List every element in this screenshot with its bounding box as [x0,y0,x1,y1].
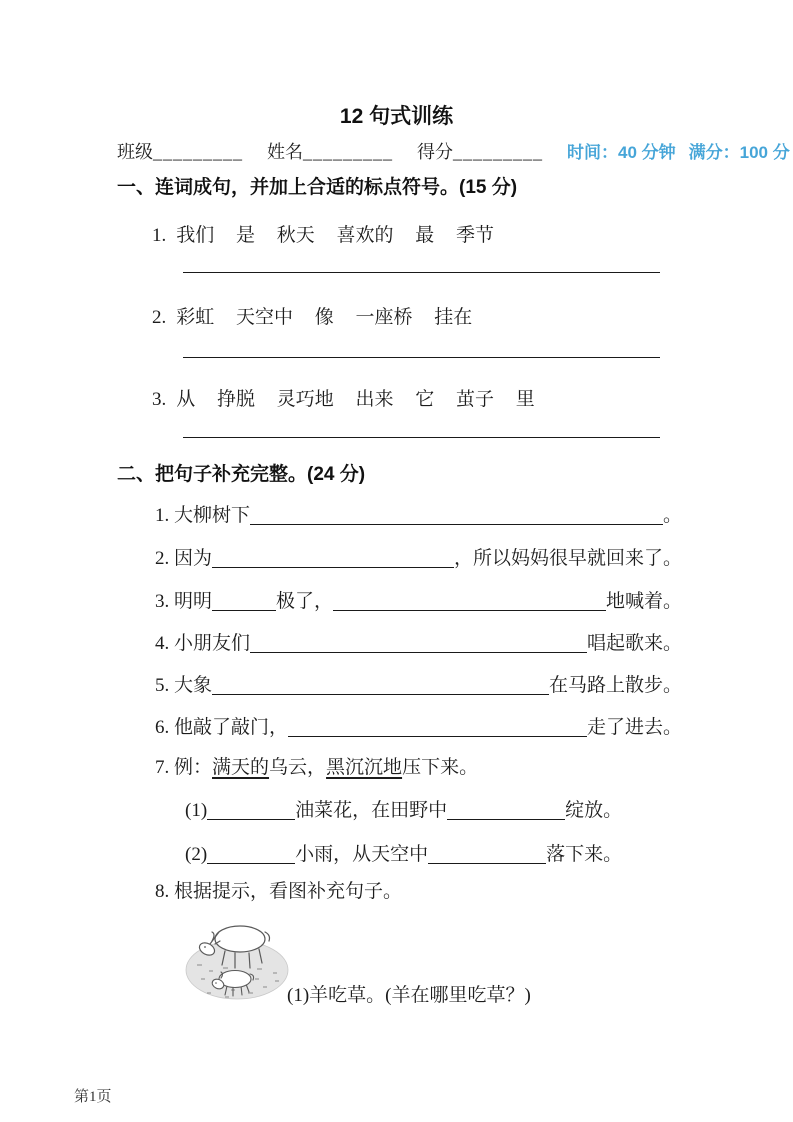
answer-blank [212,589,276,611]
question-text: 极了， [276,591,334,612]
question-8-caption: (1)羊吃草。(羊在哪里吃草？) [287,985,531,1006]
exam-info [567,138,790,163]
question-text: 落下来。 [546,844,623,865]
question-text: ，所以妈妈很早就回来了。 [453,548,682,569]
scrambled-words: 彩虹 天空中 像 一座桥 挂在 [176,307,473,328]
underlined-example-text: 满天的 [212,757,270,778]
question-text: 2. 因为 [155,548,213,569]
scrambled-words: 我们 是 秋天 喜欢的 最 季节 [176,225,495,246]
answer-line [183,417,660,438]
question-line-8 [155,879,682,904]
question-text: 8. 根据提示，看图补充句子。 [155,881,403,902]
question-text: 4. 小朋友们 [155,633,251,654]
class-label: 班级 [117,142,153,162]
question-text: (1) [185,800,208,821]
score-field [417,138,543,164]
score-blank: _________ [453,142,543,162]
full-marks-text: 满分：100 分 [688,143,790,162]
section2-heading: 二、把句子补充完整。(24 分) [117,464,366,485]
question-text: 7. 例： [155,757,213,778]
question-text: 3. 明明 [155,591,213,612]
answer-blank [250,631,587,653]
name-label: 姓名 [267,142,303,162]
question-line-3 [155,589,682,614]
item-number: 2. [152,307,167,328]
question-text: 绽放。 [565,800,623,821]
question-line-6 [155,715,682,740]
question-text: 6. 他敲了敲门， [155,717,289,738]
answer-line [183,252,660,273]
answer-line [183,337,660,358]
question-line-4 [155,631,682,656]
question-text: 压下来。 [402,757,479,778]
question-text: 唱起歌来。 [586,633,682,654]
question-text: 油菜花，在田野中 [295,800,448,821]
question-text: 地喊着。 [605,591,682,612]
scrambled-words: 从 挣脱 灵巧地 出来 它 茧子 里 [176,389,535,410]
answer-blank [212,673,549,695]
question-text: 在马路上散步。 [548,675,682,696]
question-line-1 [155,503,682,528]
class-blank: _________ [153,142,243,162]
answer-blank [447,798,565,820]
class-field [117,138,243,164]
page-number: 第1页 [74,1089,112,1105]
question-line-2 [155,546,682,571]
underlined-example-text: 黑沉沉地 [326,757,403,778]
answer-blank [428,842,546,864]
question-text: 乌云， [269,757,327,778]
answer-blank [212,546,454,568]
name-field [267,138,393,164]
item-number: 3. [152,389,167,410]
question-text: 小雨，从天空中 [295,844,429,865]
name-blank: _________ [303,142,393,162]
question-line-7-sub2 [185,842,645,867]
answer-blank [207,842,295,864]
student-info-row [117,138,790,164]
answer-blank [207,798,295,820]
goats-grazing-illustration [185,913,292,1001]
question-line-7-sub1 [185,798,645,823]
answer-blank [250,503,663,525]
time-limit-text: 时间：40 分钟 [567,143,676,162]
page-title: 12 句式训练 [339,105,454,128]
question-text: 。 [662,505,682,526]
question-text: (2) [185,844,208,865]
question-text: 1. 大柳树下 [155,505,251,526]
section1-item-3 [152,384,535,411]
answer-blank [333,589,606,611]
question-line-7-example [155,755,682,780]
section1-heading: 一、连词成句，并加上合适的标点符号。(15 分) [117,177,518,198]
item-number: 1. [152,225,167,246]
question-text: 5. 大象 [155,675,213,696]
section1-item-2 [152,302,472,329]
section1-item-1 [152,220,494,247]
question-text: 走了进去。 [586,717,682,738]
score-label: 得分 [417,142,453,162]
answer-blank [288,715,587,737]
question-line-5 [155,673,682,698]
